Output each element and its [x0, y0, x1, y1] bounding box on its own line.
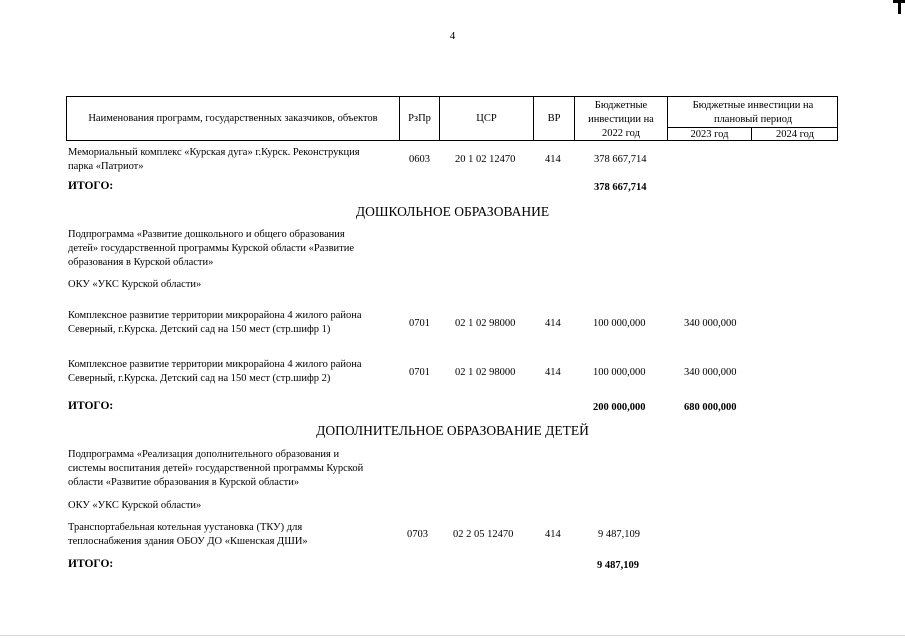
- header-inv2022-line2: инвестиции на: [588, 114, 654, 125]
- row-2023: 340 000,000: [684, 318, 737, 329]
- header-csr: ЦСР: [476, 113, 497, 124]
- subprogram-line2: системы воспитания детей» государственной программы Курской: [68, 463, 364, 474]
- subprogram-line3: области «Развитие образования в Курской области»: [68, 477, 300, 488]
- total-label: ИТОГО:: [68, 400, 114, 412]
- row-2022: 9 487,109: [598, 529, 640, 540]
- page-number: 4: [449, 30, 456, 42]
- row-csr: 20 1 02 12470: [455, 154, 516, 165]
- scan-edge-line: [0, 635, 905, 636]
- subprogram-line1: Подпрограмма «Развитие дошкольного и общего образования: [68, 229, 345, 240]
- row-name-line1: Транспортабельная котельная уустановка (ТКУ) для: [68, 522, 303, 533]
- row-name-line2: теплоснабжения здания ОБОУ ДО «Кшенская ДШИ»: [68, 536, 308, 547]
- row-rzpr: 0603: [409, 154, 430, 165]
- customer-name: ОКУ «УКС Курской области»: [68, 279, 202, 290]
- subprogram-line2: детей» государственной программы Курской области «Развитие: [68, 243, 355, 254]
- row-csr: 02 1 02 98000: [455, 367, 516, 378]
- row-csr: 02 2 05 12470: [453, 529, 514, 540]
- row-2022: 100 000,000: [593, 367, 646, 378]
- row-rzpr: 0701: [409, 318, 430, 329]
- customer-name: ОКУ «УКС Курской области»: [68, 500, 202, 511]
- row-vr: 414: [545, 318, 561, 329]
- header-inv2022-line3: 2022 год: [602, 128, 640, 139]
- total-2023: 680 000,000: [684, 402, 737, 413]
- total-label: ИТОГО:: [68, 180, 114, 192]
- row-2022: 100 000,000: [593, 318, 646, 329]
- row-rzpr: 0703: [407, 529, 428, 540]
- section-title: ДОШКОЛЬНОЕ ОБРАЗОВАНИЕ: [355, 204, 550, 219]
- total-2022: 200 000,000: [593, 402, 646, 413]
- section-title: ДОПОЛНИТЕЛЬНОЕ ОБРАЗОВАНИЕ ДЕТЕЙ: [316, 423, 589, 438]
- row-2023: 340 000,000: [684, 367, 737, 378]
- subprogram-line3: образования в Курской области»: [68, 257, 214, 268]
- row-name-line1: Комплексное развитие территории микрорайона 4 жилого района: [68, 310, 362, 321]
- header-plan-line2: плановый период: [713, 114, 793, 125]
- row-2022: 378 667,714: [594, 154, 647, 165]
- total-label: ИТОГО:: [68, 558, 114, 570]
- header-name: Наименования программ, государственных заказчиков, объектов: [88, 113, 378, 124]
- row-name-line2: Северный, г.Курска. Детский сад на 150 мест (стр.шифр 1): [68, 324, 331, 335]
- scan-edge-mark: [898, 0, 901, 14]
- subprogram-line1: Подпрограмма «Реализация дополнительного образования и: [68, 449, 340, 460]
- header-2023: 2023 год: [690, 129, 729, 140]
- row-rzpr: 0701: [409, 367, 430, 378]
- row-vr: 414: [545, 154, 561, 165]
- row-name-line1: Комплексное развитие территории микрорайона 4 жилого района: [68, 359, 362, 370]
- header-inv2022-line1: Бюджетные: [594, 100, 648, 111]
- header-vr: ВР: [547, 113, 561, 124]
- row-name-line1: Мемориальный комплекс «Курская дуга» г.Курск. Реконструкция: [68, 147, 360, 158]
- row-csr: 02 1 02 98000: [455, 318, 516, 329]
- header-2024: 2024 год: [776, 129, 814, 140]
- row-vr: 414: [545, 529, 561, 540]
- header-rzpr: РзПр: [408, 113, 431, 124]
- total-2022: 9 487,109: [597, 560, 639, 571]
- row-vr: 414: [545, 367, 561, 378]
- total-2022: 378 667,714: [594, 182, 647, 193]
- row-name-line2: парка «Патриот»: [68, 161, 144, 172]
- header-plan-line1: Бюджетные инвестиции на: [692, 100, 814, 111]
- row-name-line2: Северный, г.Курска. Детский сад на 150 мест (стр.шифр 2): [68, 373, 331, 384]
